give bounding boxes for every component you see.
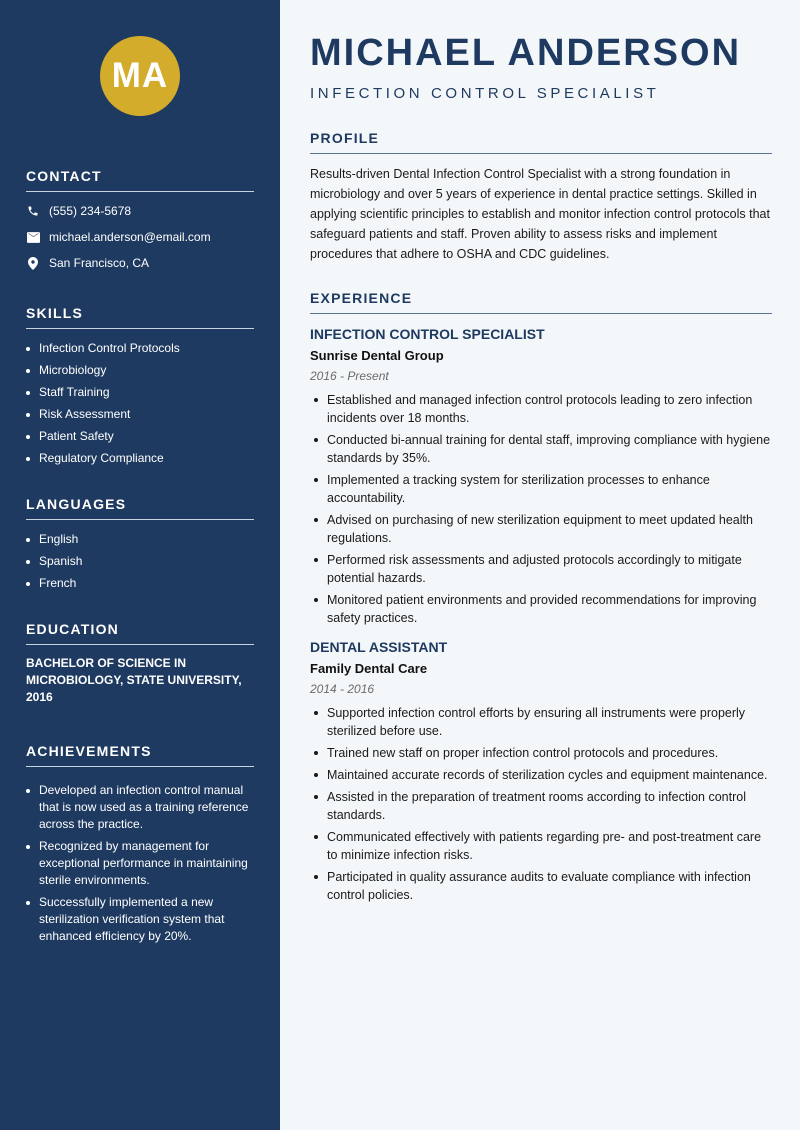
experience-heading: EXPERIENCE bbox=[310, 290, 772, 314]
job-bullet: Conducted bi-annual training for dental staff, improving compliance with hygiene standards by 35%. bbox=[310, 431, 772, 467]
job-bullet: Performed risk assessments and adjusted protocols accordingly to mitigate potential hazards. bbox=[310, 551, 772, 587]
job-entry bbox=[310, 326, 772, 627]
job-bullet: Advised on purchasing of new sterilization equipment to meet updated health regulations. bbox=[310, 511, 772, 547]
job-company: Family Dental Care bbox=[310, 661, 428, 676]
job-bullet: Established and managed infection control protocols leading to zero infection incidents over 18 months. bbox=[310, 391, 772, 427]
skill-item: Regulatory Compliance bbox=[26, 450, 254, 467]
phone-icon bbox=[26, 204, 40, 218]
education-heading: EDUCATION bbox=[26, 621, 254, 645]
profile-section bbox=[310, 130, 772, 264]
phone-text: (555) 234-5678 bbox=[49, 204, 132, 218]
email-icon bbox=[26, 230, 40, 244]
contact-email bbox=[26, 224, 254, 250]
job-entry bbox=[310, 639, 772, 904]
language-item: Spanish bbox=[26, 553, 254, 570]
education-degree: BACHELOR OF SCIENCE IN MICROBIOLOGY, STATE UNIVERSITY, 2016 bbox=[26, 656, 242, 704]
education-section bbox=[26, 621, 254, 706]
achievement-item: Developed an infection control manual that is now used as a training reference across the practice. bbox=[26, 782, 254, 833]
job-role: INFECTION CONTROL SPECIALIST bbox=[310, 326, 545, 342]
main-content bbox=[310, 0, 772, 908]
skills-section bbox=[26, 305, 254, 467]
languages-heading: LANGUAGES bbox=[26, 496, 254, 520]
contact-list bbox=[26, 198, 254, 276]
contact-heading: CONTACT bbox=[26, 168, 254, 192]
skill-item: Patient Safety bbox=[26, 428, 254, 445]
monogram-initials: MA bbox=[111, 56, 169, 95]
job-bullet: Participated in quality assurance audits to evaluate compliance with infection control policies. bbox=[310, 868, 772, 904]
job-bullet: Communicated effectively with patients regarding pre- and post-treatment care to minimize infection risks. bbox=[310, 828, 772, 864]
experience-section bbox=[310, 290, 772, 904]
job-dates: 2014 - 2016 bbox=[310, 682, 375, 696]
job-bullet: Maintained accurate records of sterilization cycles and equipment maintenance. bbox=[310, 766, 772, 784]
languages-list bbox=[26, 531, 254, 592]
email-text: michael.anderson@email.com bbox=[49, 230, 211, 244]
job-bullet: Supported infection control efforts by ensuring all instruments were properly sterilized before use. bbox=[310, 704, 772, 740]
job-role: DENTAL ASSISTANT bbox=[310, 639, 448, 655]
achievement-item: Successfully implemented a new sterilization verification system that enhanced efficiency by 20%. bbox=[26, 894, 254, 945]
achievements-heading: ACHIEVEMENTS bbox=[26, 743, 254, 767]
profile-text: Results-driven Dental Infection Control Specialist with a strong foundation in microbiology and over 5 years of experience in dental practice settings. Skilled in applying scientific principles to establish and monitor infection control protocols that safeguard patients and staff. Proven ability to assess risks and implement procedures that adhere to OSHA and CDC guidelines. bbox=[310, 167, 770, 261]
skills-heading: SKILLS bbox=[26, 305, 254, 329]
sidebar bbox=[0, 0, 280, 1130]
language-item: English bbox=[26, 531, 254, 548]
achievements-list bbox=[26, 782, 254, 945]
job-bullets bbox=[310, 704, 772, 904]
languages-section bbox=[26, 496, 254, 592]
skill-item: Microbiology bbox=[26, 362, 254, 379]
person-title: INFECTION CONTROL SPECIALIST bbox=[310, 85, 660, 102]
job-bullet: Assisted in the preparation of treatment rooms according to infection control standards. bbox=[310, 788, 772, 824]
job-bullets bbox=[310, 391, 772, 627]
contact-phone bbox=[26, 198, 254, 224]
contact-location bbox=[26, 250, 254, 276]
job-bullet: Monitored patient environments and provided recommendations for improving safety practices. bbox=[310, 591, 772, 627]
location-text: San Francisco, CA bbox=[49, 256, 150, 270]
location-pin-icon bbox=[26, 256, 40, 270]
achievement-item: Recognized by management for exceptional performance in maintaining sterile environments. bbox=[26, 838, 254, 889]
contact-section bbox=[26, 168, 254, 276]
achievements-section bbox=[26, 743, 254, 945]
job-bullet: Trained new staff on proper infection control protocols and procedures. bbox=[310, 744, 772, 762]
person-name: MICHAEL ANDERSON bbox=[310, 32, 742, 74]
skill-item: Risk Assessment bbox=[26, 406, 254, 423]
skills-list bbox=[26, 340, 254, 467]
job-dates: 2016 - Present bbox=[310, 369, 389, 383]
monogram-avatar bbox=[100, 36, 180, 116]
job-bullet: Implemented a tracking system for sterilization processes to enhance accountability. bbox=[310, 471, 772, 507]
job-company: Sunrise Dental Group bbox=[310, 348, 444, 363]
skill-item: Infection Control Protocols bbox=[26, 340, 254, 357]
skill-item: Staff Training bbox=[26, 384, 254, 401]
profile-heading: PROFILE bbox=[310, 130, 772, 154]
language-item: French bbox=[26, 575, 254, 592]
